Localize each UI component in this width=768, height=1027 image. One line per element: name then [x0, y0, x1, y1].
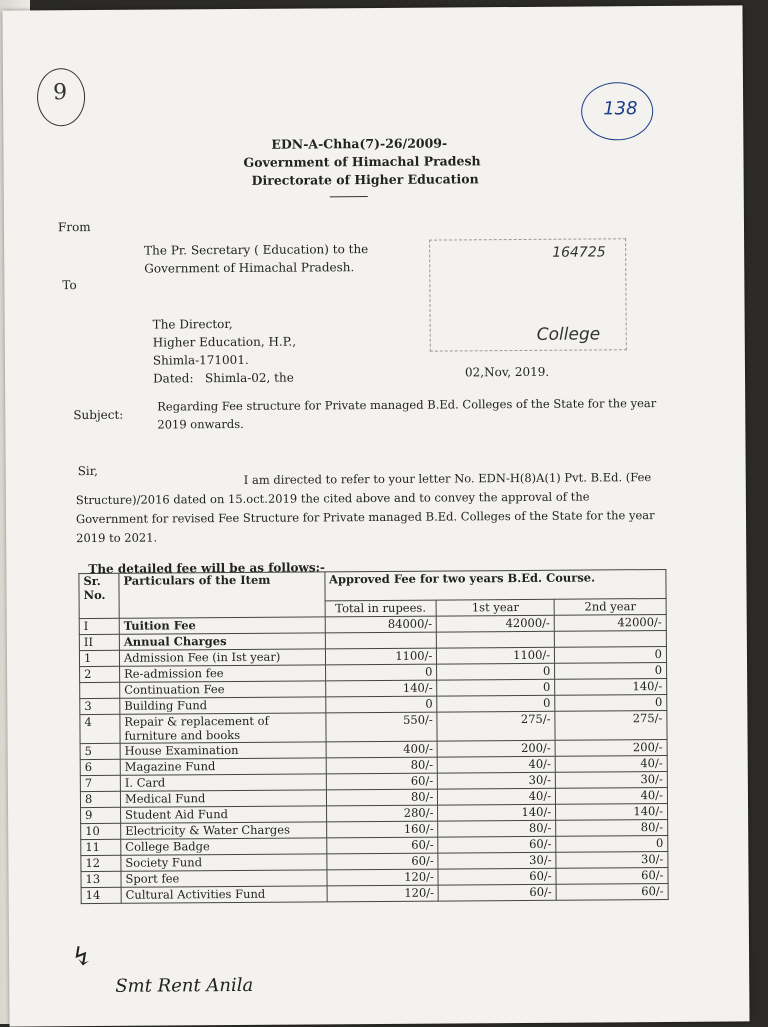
- body-line-4: 2019 to 2021.: [76, 530, 158, 546]
- row-particulars: Re-admission fee: [120, 665, 326, 682]
- document-page: [2, 5, 749, 1026]
- row-second-year: 140/-: [555, 678, 667, 695]
- row-second-year: 60/-: [556, 867, 668, 884]
- row-sr-no: 9: [81, 807, 121, 823]
- row-first-year: 80/-: [438, 820, 556, 837]
- row-total: 160/-: [326, 821, 438, 838]
- row-sr-no: I: [79, 618, 119, 634]
- row-total: 60/-: [326, 853, 438, 870]
- row-total: 120/-: [327, 885, 439, 902]
- row-particulars: Sport fee: [121, 870, 327, 887]
- row-sr-no: 3: [80, 698, 120, 714]
- row-second-year: 0: [555, 694, 667, 711]
- fee-table-body: [79, 614, 668, 903]
- government-name: Government of Himachal Pradesh: [243, 153, 481, 170]
- row-second-year: 40/-: [556, 787, 668, 804]
- letter-date: 02,Nov, 2019.: [464, 364, 550, 380]
- table-header-row: [79, 569, 666, 602]
- row-sr-no: 4: [80, 714, 120, 743]
- row-total: 80/-: [326, 757, 438, 774]
- row-sr-no: 14: [81, 887, 121, 903]
- row-total: 140/-: [325, 680, 437, 697]
- row-second-year: 0: [556, 835, 668, 852]
- row-first-year: 0: [437, 695, 555, 712]
- row-first-year: 30/-: [438, 852, 556, 869]
- from-label: From: [57, 219, 91, 235]
- row-particulars: I. Card: [120, 774, 326, 791]
- row-first-year: 0: [437, 663, 555, 680]
- row-second-year: 200/-: [555, 739, 667, 756]
- body-line-3: Government for revised Fee Structure for Private managed B.Ed. Colleges of the State for the year: [75, 508, 655, 527]
- row-second-year: 30/-: [556, 851, 668, 868]
- row-sr-no: 1: [79, 650, 119, 666]
- row-total: 120/-: [327, 869, 439, 886]
- row-first-year: [437, 631, 555, 648]
- row-sr-no: 5: [80, 743, 120, 759]
- row-particulars: Society Fund: [121, 854, 327, 871]
- to-label: To: [62, 278, 77, 293]
- table-caption: The detailed fee will be as follows:-: [88, 560, 326, 577]
- row-particulars: Student Aid Fund: [120, 806, 326, 823]
- row-first-year: 40/-: [438, 788, 556, 805]
- table-row: [80, 710, 667, 743]
- row-first-year: 1100/-: [437, 647, 555, 664]
- row-first-year: 40/-: [438, 756, 556, 773]
- fee-table: [78, 569, 668, 904]
- row-second-year: 275/-: [555, 710, 667, 740]
- row-second-year: 80/-: [556, 819, 668, 836]
- row-total: [325, 632, 437, 649]
- row-total: 0: [325, 696, 437, 713]
- row-particulars: College Badge: [121, 838, 327, 855]
- signature-mark: ↯: [70, 941, 93, 973]
- row-particulars: Repair & replacement of furniture and books: [120, 713, 326, 743]
- row-total: 84000/-: [325, 616, 437, 633]
- row-total: 400/-: [326, 741, 438, 758]
- row-sr-no: 10: [81, 823, 121, 839]
- row-sr-no: 11: [81, 839, 121, 855]
- header-first-year: 1st year: [436, 599, 554, 616]
- row-first-year: 200/-: [437, 740, 555, 757]
- row-particulars: Medical Fund: [120, 790, 326, 807]
- from-line-2: Government of Himachal Pradesh.: [144, 260, 355, 276]
- row-total: 60/-: [326, 773, 438, 790]
- row-sr-no: 8: [80, 791, 120, 807]
- header-sr-no: Sr. No.: [79, 573, 119, 618]
- from-line-1: The Pr. Secretary ( Education) to the: [144, 242, 369, 258]
- row-sr-no: 13: [81, 871, 121, 887]
- row-sr-no: 7: [80, 775, 120, 791]
- row-second-year: 40/-: [555, 755, 667, 772]
- dated-place: Shimla-02, the: [204, 370, 294, 386]
- header-particulars: Particulars of the Item: [119, 572, 325, 618]
- row-total: 80/-: [326, 789, 438, 806]
- header-second-year: 2nd year: [554, 598, 666, 615]
- row-particulars: Cultural Activities Fund: [121, 886, 327, 903]
- row-first-year: 42000/-: [437, 615, 555, 632]
- row-second-year: [554, 630, 666, 647]
- row-first-year: 60/-: [438, 884, 556, 901]
- header-approved-fee: Approved Fee for two years B.Ed. Course.: [324, 569, 666, 600]
- row-second-year: 0: [555, 646, 667, 663]
- row-second-year: 42000/-: [554, 614, 666, 631]
- stamp-number: 164725: [552, 244, 606, 261]
- reference-number: EDN-A-Chha(7)-26/2009-: [271, 135, 448, 152]
- row-first-year: 30/-: [438, 772, 556, 789]
- table-row: [81, 883, 668, 903]
- to-line-1: The Director,: [152, 316, 233, 332]
- salutation: Sir,: [77, 463, 99, 479]
- dated-label: Dated:: [152, 371, 194, 386]
- to-line-3: Shimla-171001.: [152, 352, 249, 368]
- subject-line-2: 2019 onwards.: [157, 416, 244, 432]
- row-total: 60/-: [326, 837, 438, 854]
- row-particulars: House Examination: [120, 742, 326, 759]
- body-line-1: I am directed to refer to your letter No. EDN-H(8)A(1) Pvt. B.Ed. (Fee: [243, 470, 652, 487]
- row-sr-no: 12: [81, 855, 121, 871]
- top-right-number: 138: [603, 98, 638, 120]
- header-total: Total in rupees.: [325, 600, 437, 617]
- row-first-year: 0: [437, 679, 555, 696]
- row-second-year: 30/-: [555, 771, 667, 788]
- to-line-2: Higher Education, H.P.,: [152, 334, 297, 350]
- body-line-2: Structure)/2016 dated on 15.oct.2019 the cited above and to convey the approval of the: [75, 489, 590, 508]
- subject-label: Subject:: [73, 407, 124, 423]
- row-second-year: 0: [555, 662, 667, 679]
- row-particulars: Tuition Fee: [119, 617, 325, 634]
- stamp-word: College: [536, 324, 601, 345]
- row-sr-no: II: [79, 634, 119, 650]
- row-first-year: 60/-: [438, 868, 556, 885]
- row-sr-no: 2: [80, 666, 120, 682]
- row-particulars: Continuation Fee: [120, 681, 326, 698]
- row-total: 280/-: [326, 805, 438, 822]
- signature: Smt Rent Anila: [115, 974, 254, 997]
- row-total: 0: [325, 664, 437, 681]
- row-particulars: Admission Fee (in Ist year): [119, 649, 325, 666]
- row-particulars: Magazine Fund: [120, 758, 326, 775]
- row-particulars: Electricity & Water Charges: [121, 822, 327, 839]
- subject-line-1: Regarding Fee structure for Private managed B.Ed. Colleges of the State for the year: [157, 396, 657, 414]
- row-sr-no: [80, 682, 120, 698]
- header-divider: [330, 196, 368, 197]
- row-first-year: 60/-: [438, 836, 556, 853]
- top-left-number: 9: [52, 80, 68, 106]
- row-particulars: Building Fund: [120, 697, 326, 714]
- row-sr-no: 6: [80, 759, 120, 775]
- row-second-year: 60/-: [556, 883, 668, 900]
- directorate-name: Directorate of Higher Education: [251, 171, 479, 188]
- row-first-year: 275/-: [437, 711, 555, 741]
- row-first-year: 140/-: [438, 804, 556, 821]
- row-total: 1100/-: [325, 648, 437, 665]
- row-total: 550/-: [325, 712, 437, 742]
- row-particulars: Annual Charges: [119, 633, 325, 650]
- row-second-year: 140/-: [556, 803, 668, 820]
